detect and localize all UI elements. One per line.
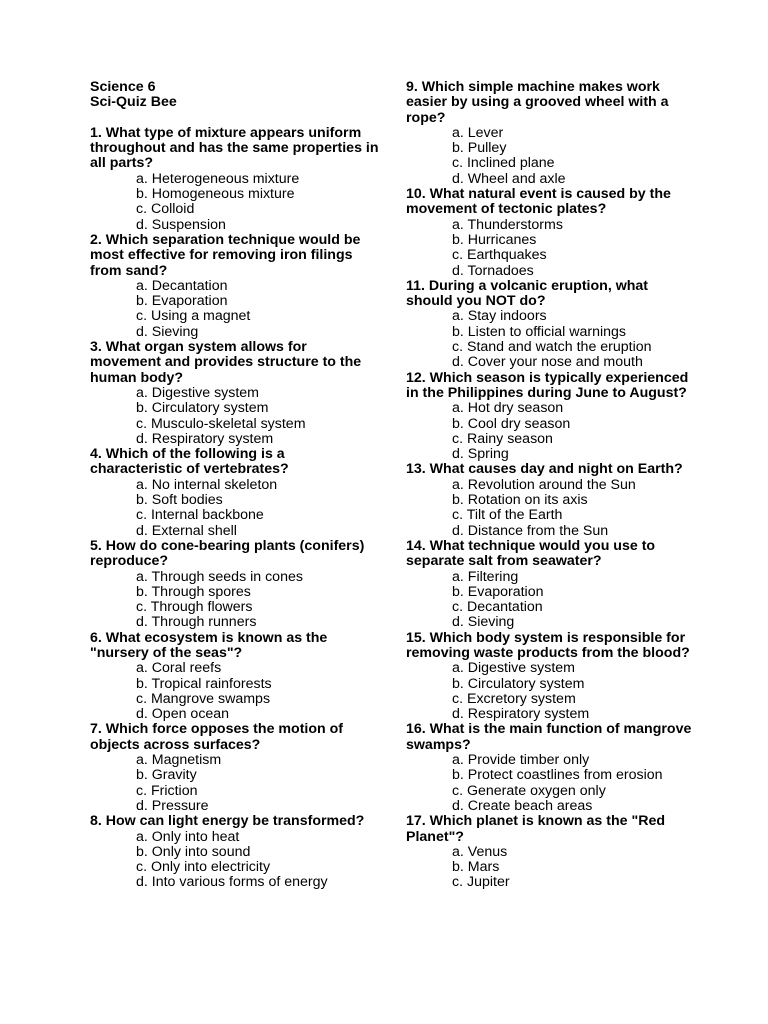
answer-option: b. Only into sound [136,843,251,860]
question-text: 6. What ecosystem is known as the "nursery of the seas"? [90,629,328,661]
answer-option: c. Through flowers [136,599,253,616]
question-text: 4. Which of the following is a characteristic of vertebrates? [90,446,289,478]
answer-option: c. Generate oxygen only [452,782,606,799]
answer-option: c. Only into electricity [136,859,271,876]
question-block [406,631,696,723]
answer-option: d. Respiratory system [452,706,590,723]
answer-option: b. Gravity [136,767,197,784]
answer-option: a. Digestive system [136,384,259,401]
answer-option: d. Into various forms of energy [136,874,328,891]
question-block [90,814,380,890]
question-block [406,462,696,538]
answer-option: c. Decantation [452,599,543,616]
answer-option: a. Filtering [452,568,519,585]
answer-option: a. Hot dry season [452,400,564,417]
answer-option: b. Listen to official warnings [452,323,627,340]
answer-option: b. Cool dry season [452,415,571,432]
question-block [90,539,380,631]
answer-option: d. Distance from the Sun [452,522,609,539]
answer-option: d. External shell [136,522,237,539]
question-text: 2. Which separation technique would be most effective for removing iron filings from sand? [90,231,361,279]
answer-option: c. Excretory system [452,690,576,707]
question-block [406,814,696,890]
question-text: 5. How do cone-bearing plants (conifers) reproduce? [90,537,365,570]
question-text: 13. What causes day and night on Earth? [406,461,683,478]
question-text: 9. Which simple machine makes work easier by using a grooved wheel with a rope? [406,79,669,126]
answer-option: d. Suspension [136,216,226,233]
answer-option: a. Heterogeneous mixture [136,170,300,187]
question-text: 17. Which planet is known as the "Red Planet"? [406,813,665,845]
answer-option: a. Magnetism [136,752,222,769]
answer-option: d. Sieving [452,614,515,631]
question-block [90,233,380,340]
answer-option: b. Protect coastlines from erosion [452,767,663,784]
header-spacer [90,111,380,126]
left-question-list [90,126,380,891]
answer-option: b. Rotation on its axis [452,492,588,509]
answer-option: c. Tilt of the Earth [452,507,563,524]
question-text: 8. How can light energy be transformed? [90,813,365,830]
answer-option: b. Tropical rainforests [136,675,272,692]
question-block [90,722,380,814]
answer-option: d. Create beach areas [452,797,593,814]
answer-option: c. Internal backbone [136,507,264,524]
answer-option: c. Friction [136,782,198,799]
answer-option: b. Through spores [136,583,251,600]
answer-option: a. Only into heat [136,828,240,845]
question-block [406,279,696,371]
answer-option: a. Venus [452,843,508,860]
question-block [406,539,696,631]
answer-option: a. Thunderstorms [452,216,563,233]
question-block [406,722,696,814]
answer-option: d. Pressure [136,797,209,814]
question-block [406,80,696,187]
answer-option: b. Circulatory system [452,675,585,692]
question-text: 15. Which body system is responsible for removing waste products from the blood? [406,629,690,661]
answer-option: d. Spring [452,446,509,463]
question-text: 1. What type of mixture appears uniform throughout and has the same properties in all parts? [90,124,379,172]
answer-option: b. Evaporation [452,583,544,600]
answer-option: a. Lever [452,124,504,141]
answer-option: a. Through seeds in cones [136,568,303,585]
answer-option: c. Jupiter [452,874,510,891]
answer-option: c. Mangrove swamps [136,690,271,707]
question-text: 16. What is the main function of mangrove swamps? [406,721,692,753]
subject-title: Science 6 [90,79,156,95]
right-column [406,80,696,891]
answer-option: b. Circulatory system [136,400,269,417]
answer-option: a. Provide timber only [452,752,590,769]
answer-option: d. Tornadoes [452,262,534,279]
question-block [406,187,696,279]
answer-option: c. Stand and watch the eruption [452,339,652,356]
answer-option: a. Decantation [136,277,228,294]
answer-option: d. Through runners [136,614,257,631]
answer-option: a. Stay indoors [452,308,547,325]
answer-option: c. Colloid [136,201,195,218]
answer-option: a. Coral reefs [136,660,222,677]
answer-option: c. Musculo-skeletal system [136,415,306,432]
answer-option: b. Pulley [452,140,507,157]
answer-option: b. Hurricanes [452,231,537,248]
question-block [90,126,380,233]
question-text: 12. Which season is typically experienced in the Philippines during June to August? [406,369,689,401]
answer-option: a. Digestive system [452,660,575,677]
question-text: 14. What technique would you use to separate salt from seawater? [406,537,656,570]
left-column [90,80,380,891]
answer-option: d. Wheel and axle [452,170,566,187]
answer-option: b. Homogeneous mixture [136,186,295,203]
answer-option: c. Rainy season [452,430,553,447]
answer-option: b. Soft bodies [136,492,223,509]
answer-option: c. Inclined plane [452,155,555,172]
question-text: 11. During a volcanic eruption, what should you NOT do? [406,277,649,310]
answer-option: c. Earthquakes [452,247,547,264]
answer-option: a. No internal skeleton [136,476,278,493]
event-title: Sci-Quiz Bee [90,94,177,111]
answer-option: a. Revolution around the Sun [452,476,636,493]
question-block [90,447,380,539]
question-text: 3. What organ system allows for movement and provides structure to the human body? [90,339,362,386]
answer-option: d. Open ocean [136,706,230,723]
answer-option: d. Cover your nose and mouth [452,354,643,371]
answer-option: c. Using a magnet [136,308,251,325]
question-text: 10. What natural event is caused by the movement of tectonic plates? [406,186,671,218]
answer-option: b. Evaporation [136,293,228,310]
question-block [90,340,380,447]
right-question-list [406,80,696,891]
question-block [406,371,696,463]
answer-option: b. Mars [452,859,500,876]
answer-option: d. Respiratory system [136,430,274,447]
question-block [90,631,380,723]
question-text: 7. Which force opposes the motion of objects across surfaces? [90,721,344,753]
answer-option: d. Sieving [136,323,199,340]
